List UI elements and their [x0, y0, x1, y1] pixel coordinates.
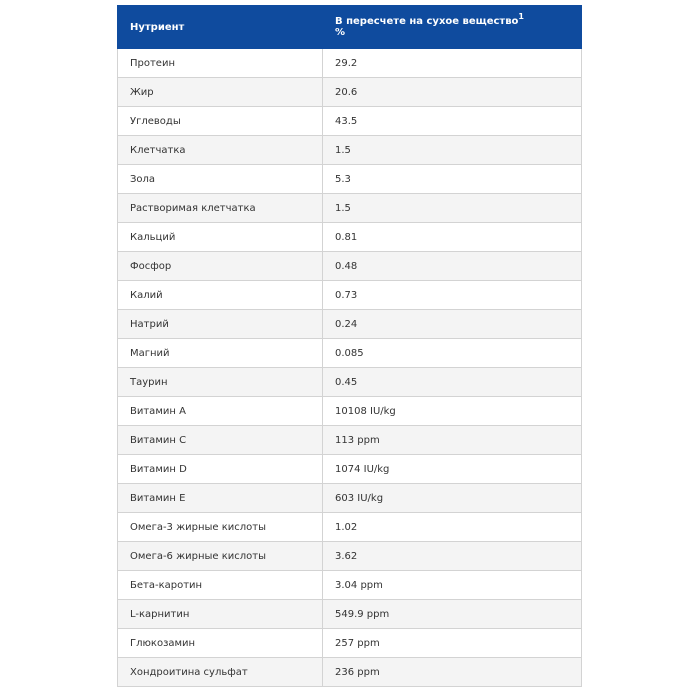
nutrient-name: Омега-6 жирные кислоты: [118, 542, 323, 571]
nutrient-name: Углеводы: [118, 107, 323, 136]
table-row: [118, 542, 582, 571]
table-row: [118, 339, 582, 368]
table-row: [118, 194, 582, 223]
footnote-marker: 1: [518, 11, 524, 21]
table-row: [118, 571, 582, 600]
nutrient-name: Магний: [118, 339, 323, 368]
table-row: [118, 78, 582, 107]
nutrient-value: 0.73: [323, 281, 582, 310]
nutrient-value: 549.9 ppm: [323, 600, 582, 629]
nutrient-value: 1.5: [323, 194, 582, 223]
nutrient-value: 0.45: [323, 368, 582, 397]
table-row: [118, 107, 582, 136]
table-row: [118, 310, 582, 339]
nutrient-name: Зола: [118, 165, 323, 194]
nutrient-value: 0.085: [323, 339, 582, 368]
table-body: [118, 49, 582, 687]
nutrient-name: Растворимая клетчатка: [118, 194, 323, 223]
table-row: [118, 397, 582, 426]
table-row: [118, 223, 582, 252]
nutrient-name: Протеин: [118, 49, 323, 78]
table-row: [118, 658, 582, 687]
nutrient-value: 20.6: [323, 78, 582, 107]
table-row: [118, 165, 582, 194]
table-row: [118, 426, 582, 455]
nutrient-name: L-карнитин: [118, 600, 323, 629]
table-row: [118, 629, 582, 658]
nutrient-name: Омега-3 жирные кислоты: [118, 513, 323, 542]
nutrient-name: Глюкозамин: [118, 629, 323, 658]
nutrient-value: 1074 IU/kg: [323, 455, 582, 484]
nutrient-name: Натрий: [118, 310, 323, 339]
nutrient-name: Калий: [118, 281, 323, 310]
nutrient-name: Кальций: [118, 223, 323, 252]
header-dry-matter: [323, 6, 582, 49]
table-header-row: [118, 6, 582, 49]
nutrient-name: Клетчатка: [118, 136, 323, 165]
nutrient-value: 236 ppm: [323, 658, 582, 687]
nutrient-name: Витамин C: [118, 426, 323, 455]
header-nutrient: Нутриент: [118, 6, 323, 49]
nutrient-value: 0.81: [323, 223, 582, 252]
header-unit: %: [335, 27, 346, 38]
table-row: [118, 136, 582, 165]
nutrient-value: 3.62: [323, 542, 582, 571]
nutrient-value: 10108 IU/kg: [323, 397, 582, 426]
nutrient-name: Фосфор: [118, 252, 323, 281]
nutrient-table-container: [117, 5, 581, 687]
nutrient-value: 0.48: [323, 252, 582, 281]
nutrient-value: 5.3: [323, 165, 582, 194]
nutrient-value: 1.02: [323, 513, 582, 542]
table-row: [118, 484, 582, 513]
header-dry-matter-label: В пересчете на сухое вещество: [335, 16, 519, 27]
nutrient-name: Хондроитина сульфат: [118, 658, 323, 687]
table-row: [118, 455, 582, 484]
nutrient-value: 603 IU/kg: [323, 484, 582, 513]
table-row: [118, 513, 582, 542]
nutrient-value: 257 ppm: [323, 629, 582, 658]
nutrient-value: 1.5: [323, 136, 582, 165]
nutrient-value: 0.24: [323, 310, 582, 339]
nutrient-name: Жир: [118, 78, 323, 107]
nutrient-name: Витамин A: [118, 397, 323, 426]
table-row: [118, 368, 582, 397]
nutrient-name: Таурин: [118, 368, 323, 397]
nutrient-value: 113 ppm: [323, 426, 582, 455]
table-row: [118, 281, 582, 310]
nutrient-table: [117, 5, 582, 687]
nutrient-name: Бета-каротин: [118, 571, 323, 600]
nutrient-value: 29.2: [323, 49, 582, 78]
nutrient-value: 43.5: [323, 107, 582, 136]
nutrient-name: Витамин D: [118, 455, 323, 484]
nutrient-value: 3.04 ppm: [323, 571, 582, 600]
table-row: [118, 252, 582, 281]
nutrient-name: Витамин E: [118, 484, 323, 513]
table-row: [118, 600, 582, 629]
table-row: [118, 49, 582, 78]
